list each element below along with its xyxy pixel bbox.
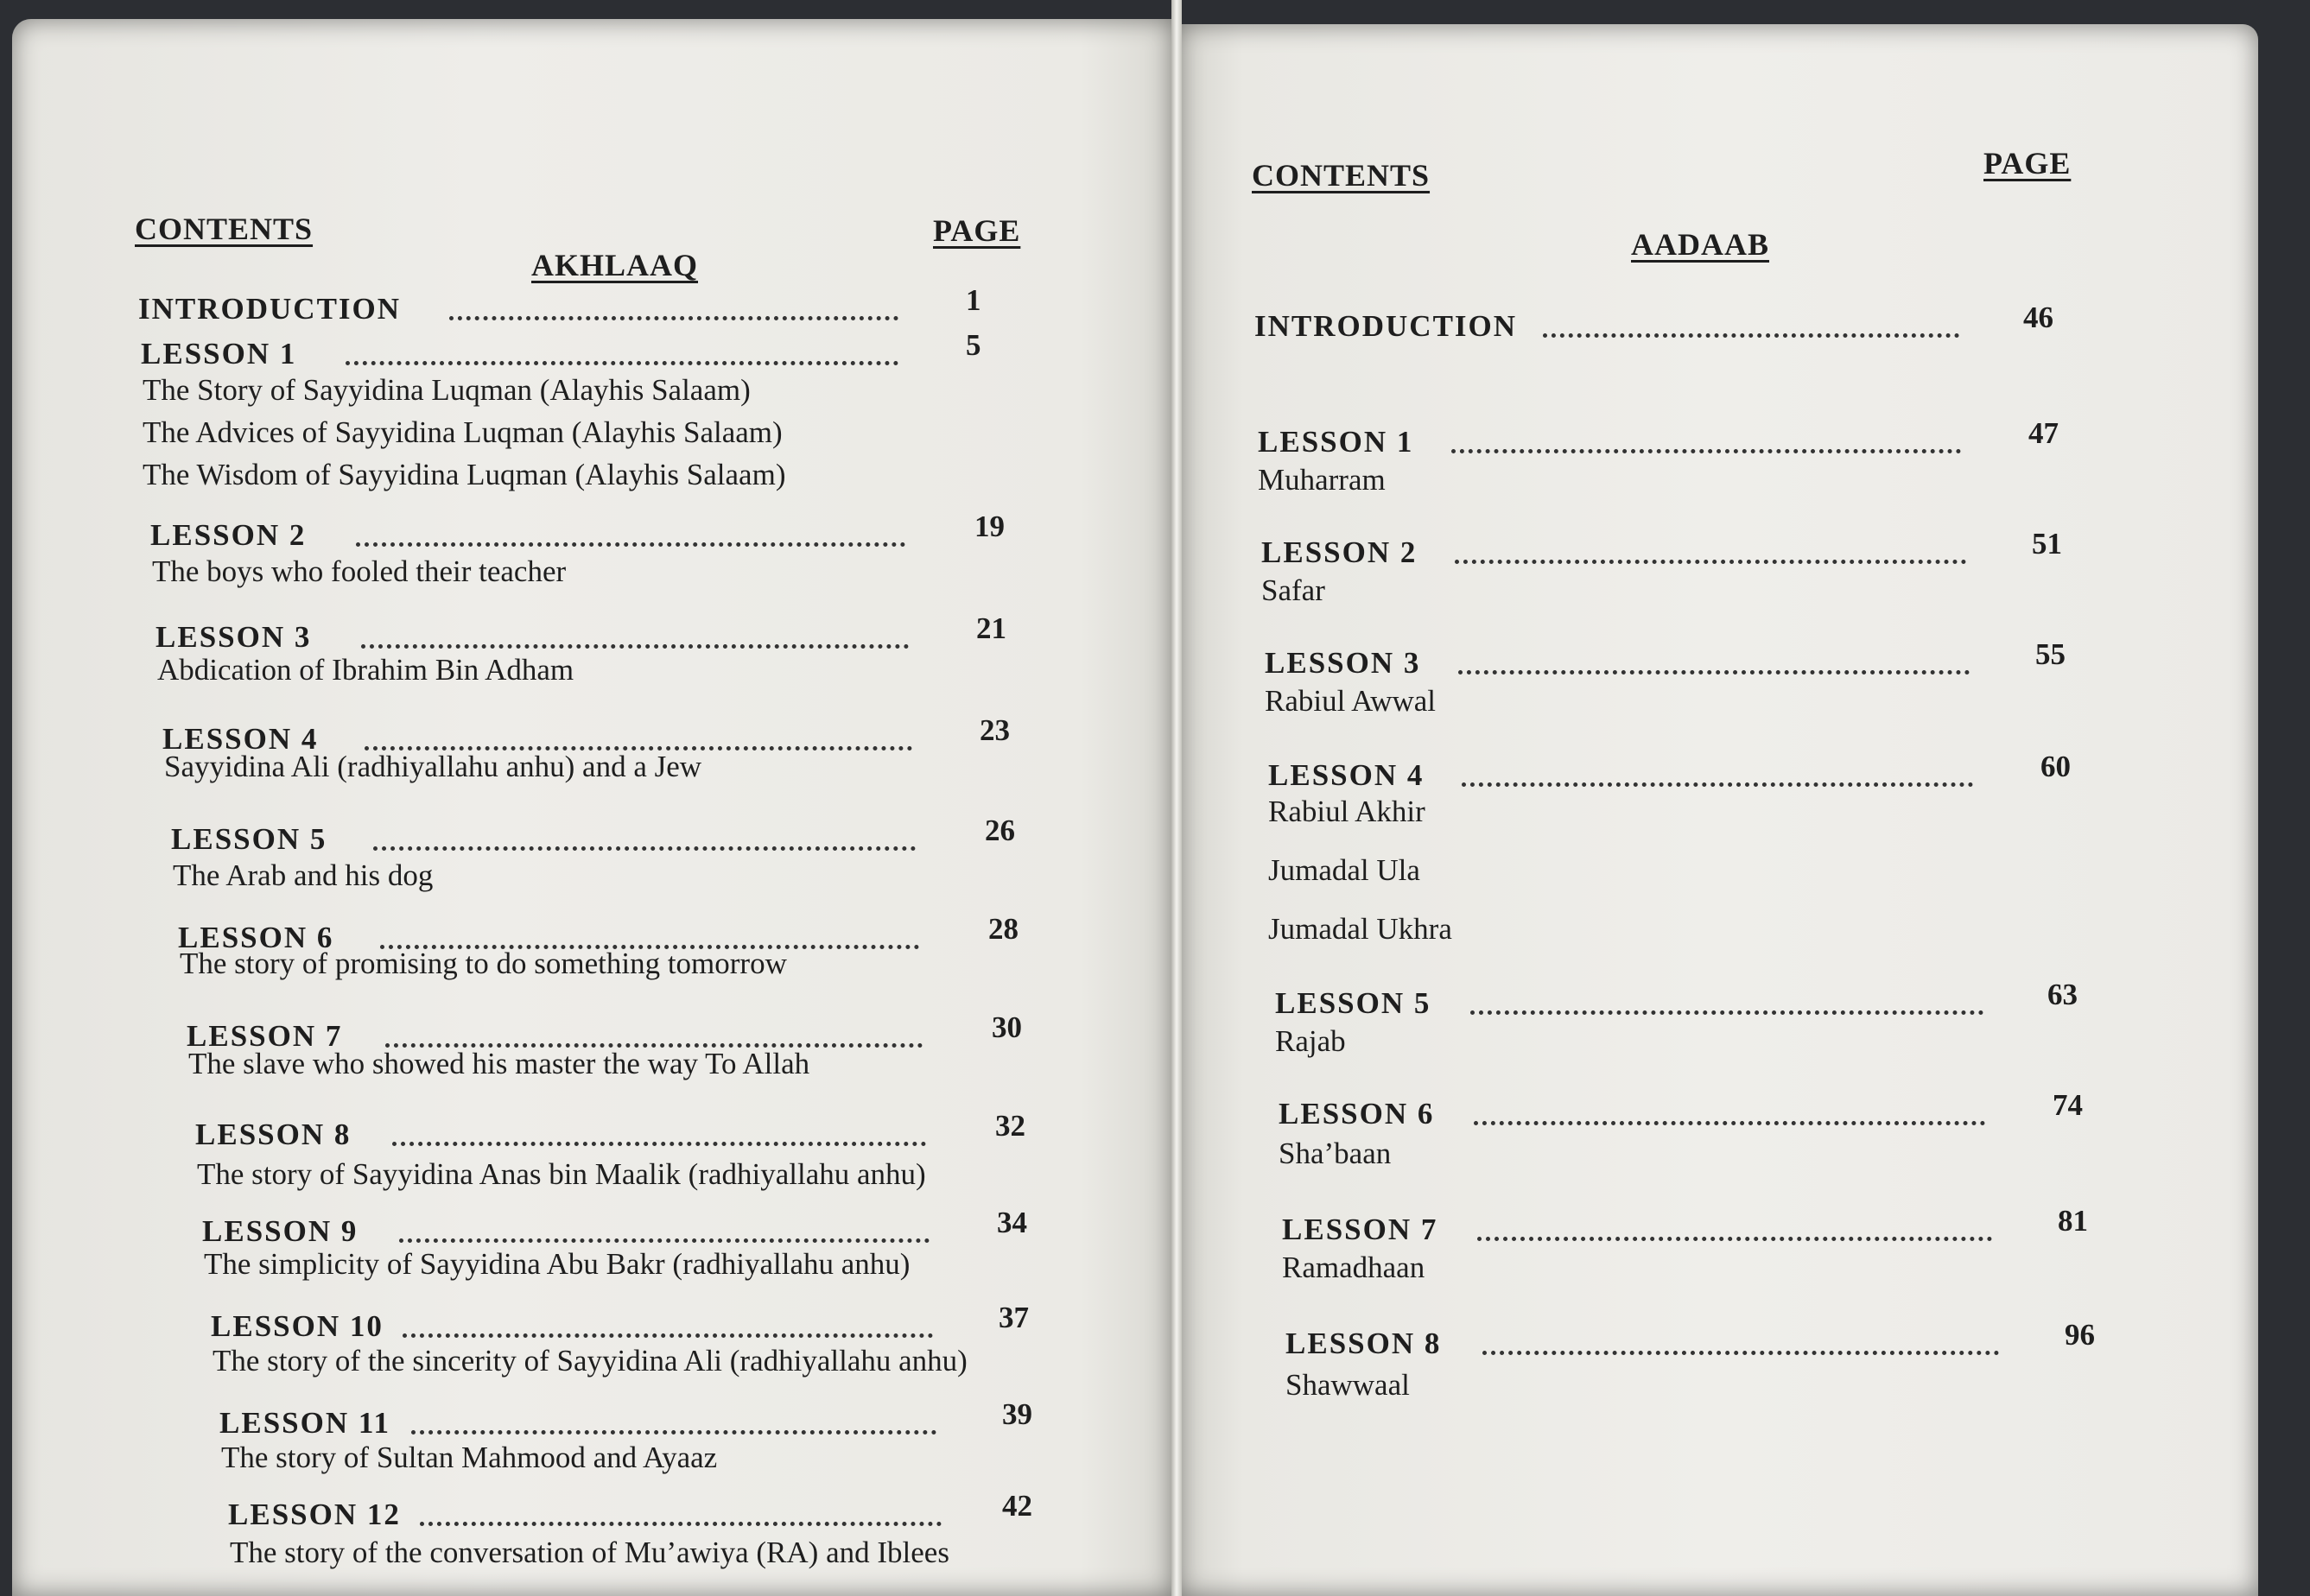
entry-page-number: 30 <box>992 1010 1022 1044</box>
entry-page-number: 21 <box>976 611 1006 645</box>
right-section-title: AADAAB <box>1631 227 1770 262</box>
entry-page-number: 81 <box>2058 1204 2088 1238</box>
dot-leader <box>373 846 916 851</box>
entry-description: The Advices of Sayyidina Luqman (Alayhis Salaam) <box>143 415 783 449</box>
dot-leader <box>420 1522 942 1526</box>
entry-page-number: 51 <box>2032 527 2062 560</box>
entry-description: Ramadhaan <box>1282 1251 1425 1284</box>
entry-page-number: 34 <box>997 1206 1027 1239</box>
entry-title: LESSON 8 <box>1285 1327 1442 1360</box>
entry-page-number: 32 <box>995 1109 1025 1143</box>
entry-description: Jumadal Ukhra <box>1268 912 1452 946</box>
dot-leader <box>1477 1237 1992 1241</box>
entry-page-number: 46 <box>2023 301 2053 334</box>
entry-title: LESSON 1 <box>1258 425 1414 459</box>
entry-title: LESSON 6 <box>178 921 334 954</box>
dot-leader <box>1474 1121 1985 1125</box>
left-section-title: AKHLAAQ <box>531 248 699 282</box>
entry-title: LESSON 3 <box>155 620 312 654</box>
entry-description: The Arab and his dog <box>173 858 434 892</box>
entry-description: The story of promising to do something tomorrow <box>180 947 787 980</box>
dot-leader <box>1455 560 1966 564</box>
left-contents-heading: CONTENTS <box>135 212 314 246</box>
dot-leader <box>1543 333 1959 338</box>
dot-leader <box>356 542 905 547</box>
dot-leader <box>1458 670 1970 674</box>
dot-leader <box>449 316 898 320</box>
dot-leader <box>403 1333 933 1338</box>
entry-page-number: 37 <box>999 1301 1029 1334</box>
dot-leader <box>1451 449 1961 453</box>
entry-description: Muharram <box>1258 463 1386 497</box>
entry-title: LESSON 10 <box>211 1309 384 1343</box>
entry-description: The Story of Sayyidina Luqman (Alayhis Salaam) <box>143 373 751 407</box>
entry-description: The story of Sayyidina Anas bin Maalik (radhiyallahu anhu) <box>197 1157 926 1191</box>
entry-description: Rabiul Awwal <box>1265 684 1437 718</box>
entry-page-number: 42 <box>1002 1489 1032 1523</box>
right-page-column-heading: PAGE <box>1983 146 2072 180</box>
right-contents-heading: CONTENTS <box>1252 158 1431 193</box>
dot-leader <box>411 1430 936 1434</box>
entry-title: LESSON 7 <box>187 1019 343 1053</box>
entry-title: LESSON 3 <box>1265 646 1421 680</box>
entry-title: LESSON 5 <box>171 822 327 856</box>
entry-page-number: 47 <box>2028 416 2059 450</box>
entry-title: LESSON 9 <box>202 1214 359 1248</box>
entry-page-number: 23 <box>980 713 1010 747</box>
left-page-column-heading: PAGE <box>933 213 1021 248</box>
entry-page-number: 39 <box>1002 1397 1032 1431</box>
entry-title: LESSON 2 <box>150 518 307 552</box>
entry-title: LESSON 11 <box>219 1406 390 1440</box>
entry-description: Safar <box>1261 573 1325 607</box>
entry-description: Sha’baan <box>1279 1137 1392 1170</box>
entry-description: The Wisdom of Sayyidina Luqman (Alayhis Salaam) <box>143 458 786 491</box>
entry-page-number: 63 <box>2047 978 2078 1011</box>
dot-leader <box>399 1238 930 1243</box>
dot-leader <box>361 644 909 649</box>
entry-description: The story of the sincerity of Sayyidina Ali (radhiyallahu anhu) <box>213 1344 968 1378</box>
entry-page-number: 55 <box>2035 637 2066 671</box>
entry-description: Rajab <box>1275 1024 1346 1058</box>
entry-title: LESSON 2 <box>1261 535 1418 569</box>
entry-page-number: 60 <box>2040 750 2071 783</box>
entry-description: The simplicity of Sayyidina Abu Bakr (radhiyallahu anhu) <box>204 1247 911 1281</box>
entry-description: Rabiul Akhir <box>1268 795 1425 828</box>
book-spine <box>1171 0 1182 1596</box>
dot-leader <box>392 1142 926 1146</box>
entry-page-number: 1 <box>966 283 981 317</box>
entry-page-number: 26 <box>985 814 1015 847</box>
entry-title: INTRODUCTION <box>138 292 402 326</box>
entry-title: LESSON 4 <box>1268 758 1425 792</box>
entry-page-number: 96 <box>2065 1318 2095 1352</box>
entry-title: LESSON 7 <box>1282 1213 1438 1246</box>
entry-description: The boys who fooled their teacher <box>152 554 567 588</box>
entry-title: LESSON 1 <box>141 337 297 370</box>
entry-description: The story of Sultan Mahmood and Ayaaz <box>221 1441 718 1474</box>
entry-description: Sayyidina Ali (radhiyallahu anhu) and a Jew <box>164 750 702 783</box>
entry-description: The story of the conversation of Mu’awiya (RA) and Iblees <box>230 1536 949 1569</box>
entry-description: Abdication of Ibrahim Bin Adham <box>157 653 574 687</box>
entry-description: Jumadal Ula <box>1268 853 1420 887</box>
entry-page-number: 74 <box>2053 1088 2083 1122</box>
entry-title: LESSON 12 <box>228 1498 401 1531</box>
entry-title: LESSON 6 <box>1279 1097 1435 1130</box>
entry-title: INTRODUCTION <box>1254 309 1518 343</box>
entry-description: The slave who showed his master the way To Allah <box>188 1047 810 1080</box>
dot-leader <box>1482 1351 1999 1355</box>
dot-leader <box>1470 1010 1983 1015</box>
entry-page-number: 28 <box>988 912 1019 946</box>
entry-title: LESSON 4 <box>162 722 319 756</box>
dot-leader <box>1462 782 1973 787</box>
dot-leader <box>346 361 898 365</box>
entry-title: LESSON 5 <box>1275 986 1431 1020</box>
entry-description: Shawwaal <box>1285 1368 1410 1402</box>
entry-page-number: 19 <box>974 510 1005 543</box>
entry-page-number: 5 <box>966 328 981 362</box>
entry-title: LESSON 8 <box>195 1118 352 1151</box>
